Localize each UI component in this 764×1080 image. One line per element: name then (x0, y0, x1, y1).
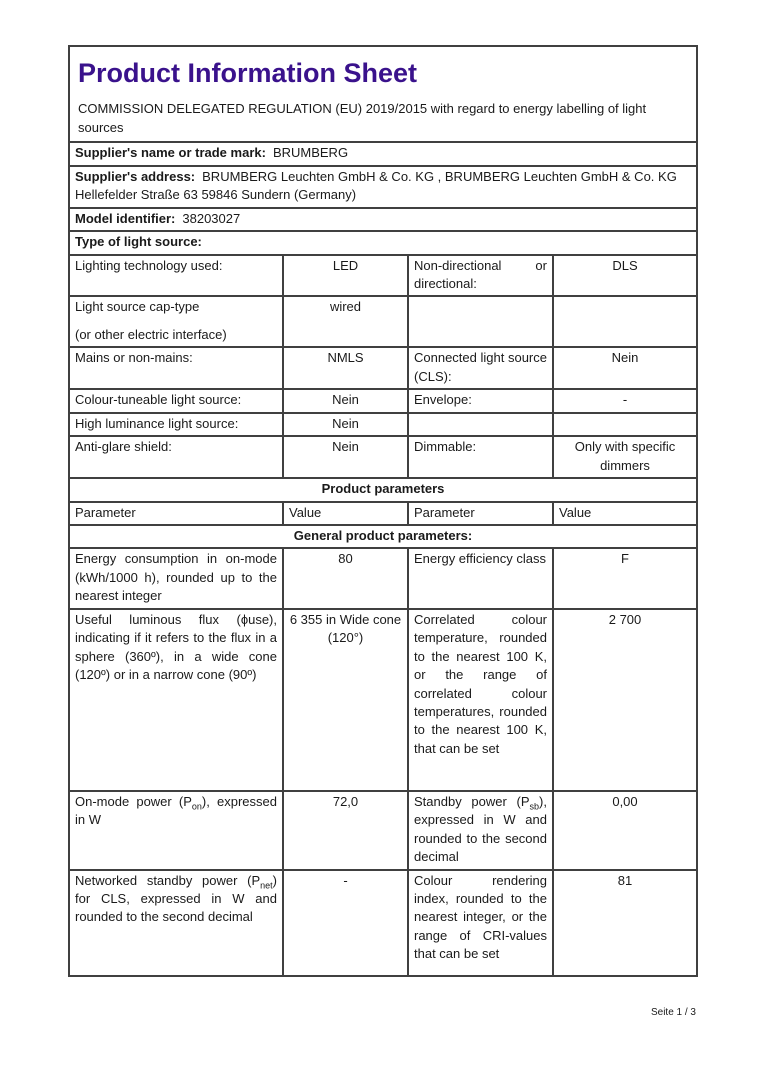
table-row (69, 436, 697, 478)
model-identifier-cell (69, 208, 697, 231)
regulation-line1: COMMISSION DELEGATED REGULATION (EU) 2019/2015 with regard to energy labelling of light (78, 101, 647, 117)
page-title: Product Information Sheet (78, 58, 418, 88)
table-row (69, 296, 697, 347)
model-identifier-label: Model identifier: (75, 210, 176, 226)
parameter-cell: Useful luminous flux (ϕuse), indicating if it refers to the flux in a sphere (360º), in a wide cone (120º) or in a narrow cone (90º) (69, 609, 283, 791)
value-cell: NMLS (283, 347, 408, 389)
subscript-net: net (260, 880, 273, 891)
model-identifier-value: 38203027 (182, 210, 241, 226)
value-cell: 80 (283, 548, 408, 608)
parameter-cell: Anti-glare shield: (69, 436, 283, 478)
parameter-cell: Connected light source (CLS): (408, 347, 553, 389)
parameter-cell: High luminance light source: (69, 413, 283, 436)
parameter-cell: Energy consumption in on-mode (kWh/1000 h), rounded up to the nearest integer (69, 548, 283, 608)
value-cell (553, 296, 697, 347)
supplier-name-cell (69, 142, 697, 166)
parameter-cell: Envelope: (408, 389, 553, 412)
value-cell: - (553, 389, 697, 412)
value-cell: LED (283, 255, 408, 297)
parameter-cell (408, 296, 553, 347)
table-row (69, 609, 697, 791)
table-row-section-header (69, 478, 697, 501)
regulation-text (78, 100, 688, 136)
table-row-supplier-address (69, 166, 697, 208)
parameter-text: ) for CLS, expressed in W and rounded to the second decimal (75, 872, 277, 925)
value-cell: Only with specific dimmers (553, 436, 697, 478)
parameter-cell (69, 791, 283, 870)
supplier-address-line1: BRUMBERG Leuchten GmbH & Co. KG , BRUMBERG Leuchten GmbH & Co. KG (202, 168, 677, 184)
general-product-parameters-header: General product parameters: (69, 525, 697, 548)
type-header-label: Type of light source: (75, 234, 202, 250)
parameter-cell: Colour-tuneable light source: (69, 389, 283, 412)
value-cell: Nein (283, 389, 408, 412)
supplier-address-cell (69, 166, 697, 208)
value-cell: F (553, 548, 697, 608)
parameter-cell (408, 791, 553, 870)
value-cell: 6 355 in Wide cone (120°) (283, 609, 408, 791)
value-cell: 81 (553, 870, 697, 976)
type-of-light-source-header (69, 231, 697, 254)
table-row (69, 548, 697, 608)
table-row (69, 255, 697, 297)
title-cell (69, 46, 697, 142)
page-footer (68, 1007, 696, 1018)
parameter-text: ), expressed in W and rounded to the second decimal (414, 793, 547, 865)
table-row-type-header (69, 231, 697, 254)
column-header: Value (553, 502, 697, 525)
table-row (69, 413, 697, 436)
supplier-name-value: BRUMBERG (272, 144, 349, 160)
table-row-model-identifier (69, 208, 697, 231)
table-row (69, 870, 697, 976)
parameter-text: Networked standby power (P (75, 872, 261, 888)
column-header: Value (283, 502, 408, 525)
value-cell: DLS (553, 255, 697, 297)
parameter-cell: Mains or non-mains: (69, 347, 283, 389)
parameter-cell (69, 870, 283, 976)
parameter-cell (69, 296, 283, 347)
parameter-text: Standby power (P (414, 793, 530, 809)
table-row (69, 347, 697, 389)
table-row-supplier-name (69, 142, 697, 166)
table-row (69, 791, 697, 870)
table-row-title (69, 46, 697, 142)
parameter-cell: Energy efficiency class (408, 548, 553, 608)
value-cell: - (283, 870, 408, 976)
column-header: Parameter (408, 502, 553, 525)
value-cell: Nein (553, 347, 697, 389)
product-information-sheet-table (68, 45, 698, 977)
table-row-column-headers (69, 502, 697, 525)
subscript-sb: sb (529, 801, 540, 812)
table-row-section-header (69, 525, 697, 548)
parameter-cell: Colour rendering index, rounded to the nearest integer, or the range of CRI-values that can be set (408, 870, 553, 976)
supplier-address-line2: Hellefelder Straße 63 59846 Sundern (Germany) (75, 187, 357, 203)
value-cell: wired (283, 296, 408, 347)
subscript-on: on (191, 801, 202, 812)
supplier-name-label: Supplier's name or trade mark: (75, 144, 266, 160)
table-row (69, 389, 697, 412)
parameter-cell: Correlated colour temperature, rounded to the nearest 100 K, or the range of correlated colour temperatures, rounded to the nearest 100 K, that can be set (408, 609, 553, 791)
parameter-text: ), expressed in W (75, 793, 277, 828)
supplier-address-label: Supplier's address: (75, 168, 196, 184)
value-cell: Nein (283, 413, 408, 436)
regulation-line2: sources (78, 119, 124, 135)
column-header: Parameter (69, 502, 283, 525)
value-cell: 0,00 (553, 791, 697, 870)
parameter-cell: Lighting technology used: (69, 255, 283, 297)
value-cell: 72,0 (283, 791, 408, 870)
parameter-cell: Non-directional or directional: (408, 255, 553, 297)
parameter-text: On-mode power (P (75, 793, 192, 809)
value-cell: Nein (283, 436, 408, 478)
value-cell (553, 413, 697, 436)
cap-type-line2: (or other electric interface) (75, 326, 227, 342)
value-cell: 2 700 (553, 609, 697, 791)
parameter-cell (408, 413, 553, 436)
page-number: Seite 1 / 3 (650, 1006, 696, 1018)
cap-type-line1: Light source cap-type (75, 299, 200, 315)
product-parameters-header: Product parameters (69, 478, 697, 501)
parameter-cell: Dimmable: (408, 436, 553, 478)
